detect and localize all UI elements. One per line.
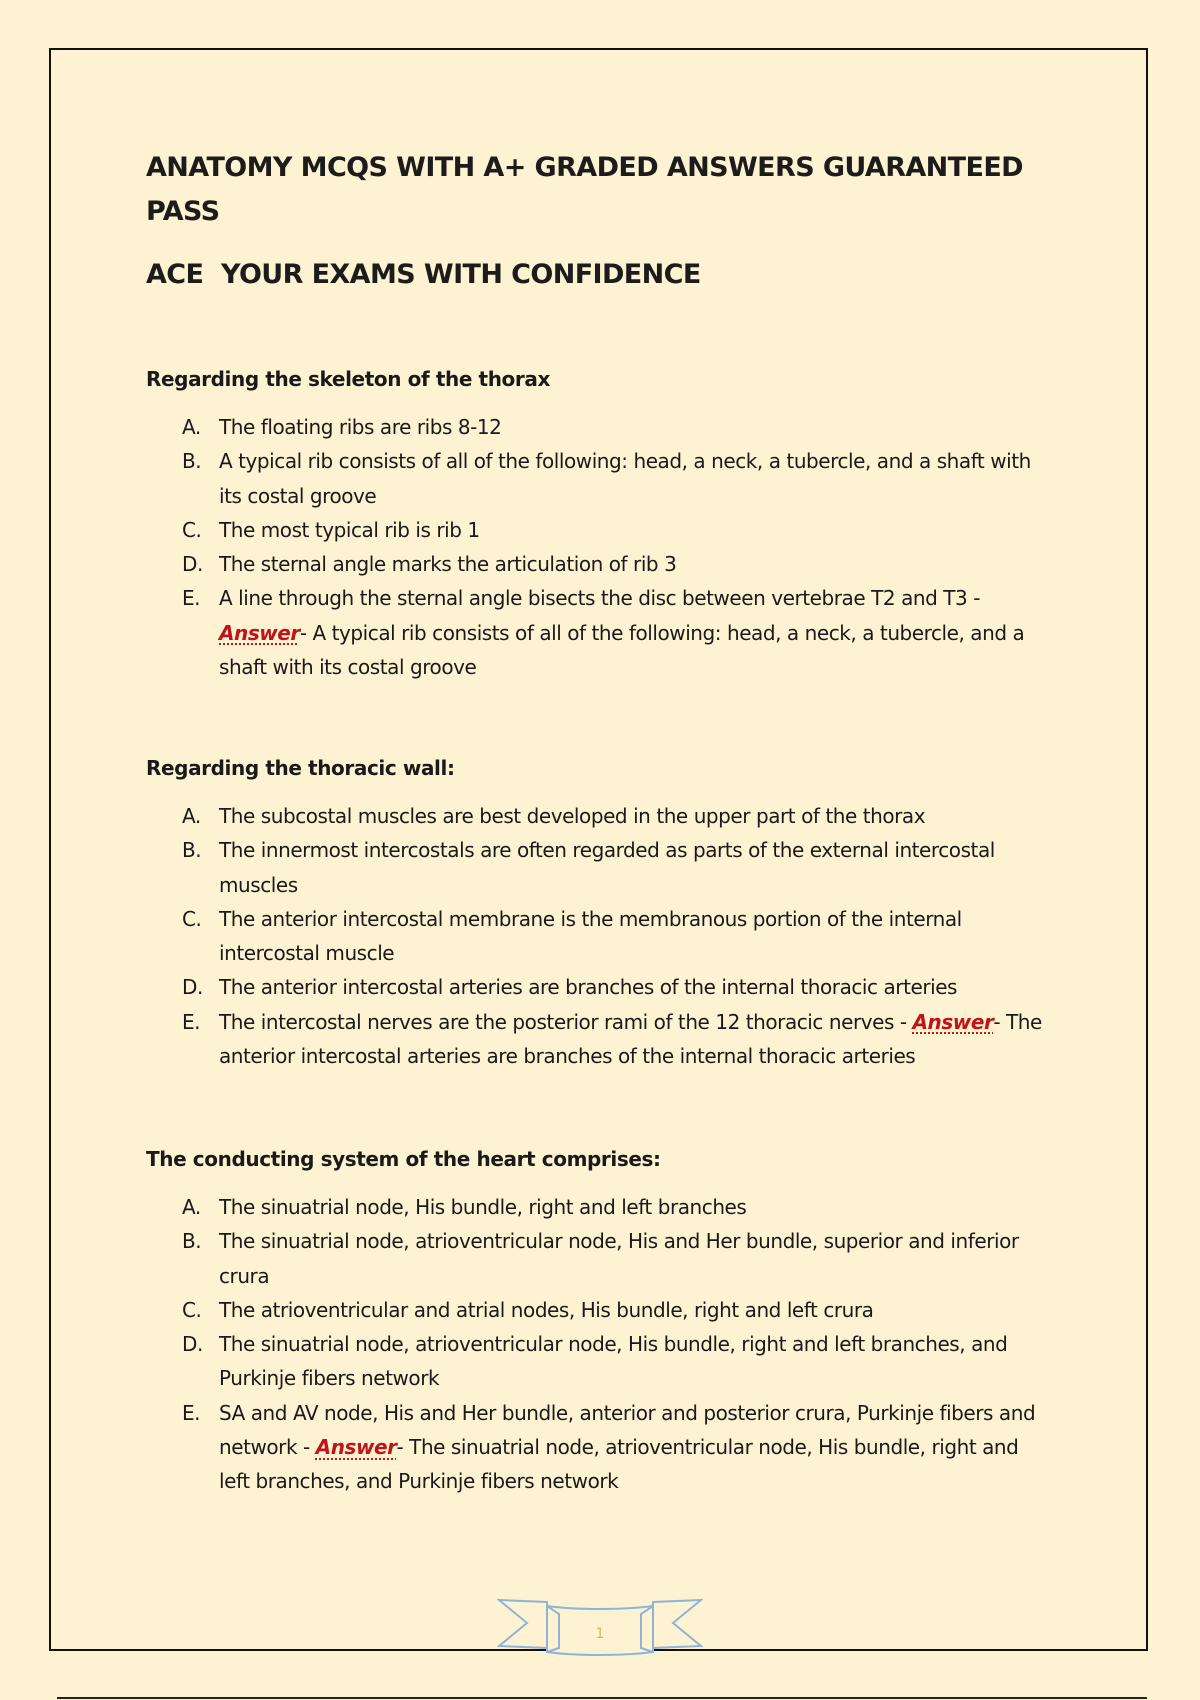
option-text (219, 581, 1076, 684)
option-text: The sinuatrial node, atrioventricular node, His and Her bundle, superior and inferior crura (219, 1229, 1019, 1288)
option-text: The subcostal muscles are best developed in the upper part of the thorax (219, 804, 926, 828)
option-text: The sternal angle marks the articulation of rib 3 (219, 552, 677, 577)
option-letter: A. (182, 1195, 201, 1219)
option-e (146, 1005, 1076, 1074)
question-heading: Regarding the skeleton of the thorax (146, 367, 550, 391)
option-e-text: A line through the sternal angle bisects the disc between vertebrae T2 and T3 - (219, 586, 980, 611)
option-d (146, 1327, 1076, 1396)
option-letter: D. (182, 552, 203, 577)
question-heading: Regarding the thoracic wall: (146, 756, 455, 780)
option-text: The anterior intercostal membrane is the membranous portion of the internal intercostal muscle (219, 906, 962, 966)
question-1 (146, 364, 1076, 684)
option-text: The most typical rib is rib 1 (219, 517, 480, 542)
question-heading: The conducting system of the heart comprises: (146, 1147, 661, 1171)
option-letter: C. (182, 517, 202, 542)
answer-text: - A typical rib consists of all of the following: head, a neck, a tubercle, and a shaft with its costal groove (219, 620, 1025, 680)
option-a (146, 1190, 1076, 1224)
answer-label: Answer (912, 1009, 994, 1034)
option-letter: B. (182, 838, 202, 863)
option-letter: E. (182, 1400, 201, 1425)
option-letter: A. (182, 804, 201, 828)
option-list (146, 799, 1076, 1073)
option-letter: E. (182, 1009, 201, 1034)
option-text: The atrioventricular and atrial nodes, His bundle, right and left crura (219, 1297, 874, 1322)
option-text (219, 1005, 1076, 1074)
answer-label: Answer (219, 620, 300, 645)
option-b (146, 444, 1076, 513)
page-content (146, 146, 1076, 1494)
answer-text: - The anterior intercostal arteries are branches of the internal thoracic arteries (219, 1009, 1042, 1069)
page-number-banner (497, 1596, 703, 1656)
answer-text: - The sinuatrial node, atrioventricular node, His bundle, right and left branches, and Purkinje fibers network (219, 1435, 1019, 1494)
option-letter: E. (182, 586, 201, 611)
option-a (146, 410, 1076, 444)
option-letter: B. (182, 449, 202, 474)
option-text: The sinuatrial node, His bundle, right and left branches (219, 1195, 747, 1219)
bottom-divider (57, 1697, 1147, 1699)
option-letter: C. (182, 906, 202, 931)
document-subtitle: ACE YOUR EXAMS WITH CONFIDENCE (146, 259, 701, 290)
page-number: 1 (595, 1626, 605, 1642)
option-c (146, 1293, 1076, 1327)
option-letter: C. (182, 1297, 202, 1322)
option-b (146, 833, 1076, 902)
option-letter: D. (182, 1332, 203, 1357)
question-3 (146, 1144, 1076, 1499)
option-text: A typical rib consists of all of the following: head, a neck, a tubercle, and a shaft with its costal groove (219, 449, 1031, 508)
option-text: The floating ribs are ribs 8-12 (219, 415, 502, 439)
option-letter: D. (182, 975, 203, 1000)
option-text: The innermost intercostals are often regarded as parts of the external intercostal muscles (219, 838, 995, 897)
option-text (219, 1396, 1076, 1499)
option-a (146, 799, 1076, 833)
option-e (146, 1396, 1076, 1499)
option-c (146, 513, 1076, 547)
answer-label: Answer (315, 1435, 397, 1460)
option-list (146, 1190, 1076, 1499)
question-2 (146, 753, 1076, 1073)
option-text: The anterior intercostal arteries are branches of the internal thoracic arteries (219, 975, 958, 1000)
option-d (146, 547, 1076, 581)
option-e (146, 581, 1076, 684)
option-letter: B. (182, 1229, 202, 1254)
option-c (146, 902, 1076, 971)
option-text: The sinuatrial node, atrioventricular node, His bundle, right and left branches, and Purkinje fibers network (219, 1332, 1008, 1391)
option-d (146, 970, 1076, 1004)
option-e-text: SA and AV node, His and Her bundle, anterior and posterior crura, Purkinje fibers and network - (219, 1400, 1036, 1460)
document-title: ANATOMY MCQS WITH A+ GRADED ANSWERS GUARANTEED PASS (146, 152, 1023, 227)
option-e-text: The intercostal nerves are the posterior rami of the 12 thoracic nerves - (219, 1009, 907, 1034)
option-letter: A. (182, 415, 201, 439)
option-b (146, 1224, 1076, 1293)
option-list (146, 410, 1076, 684)
